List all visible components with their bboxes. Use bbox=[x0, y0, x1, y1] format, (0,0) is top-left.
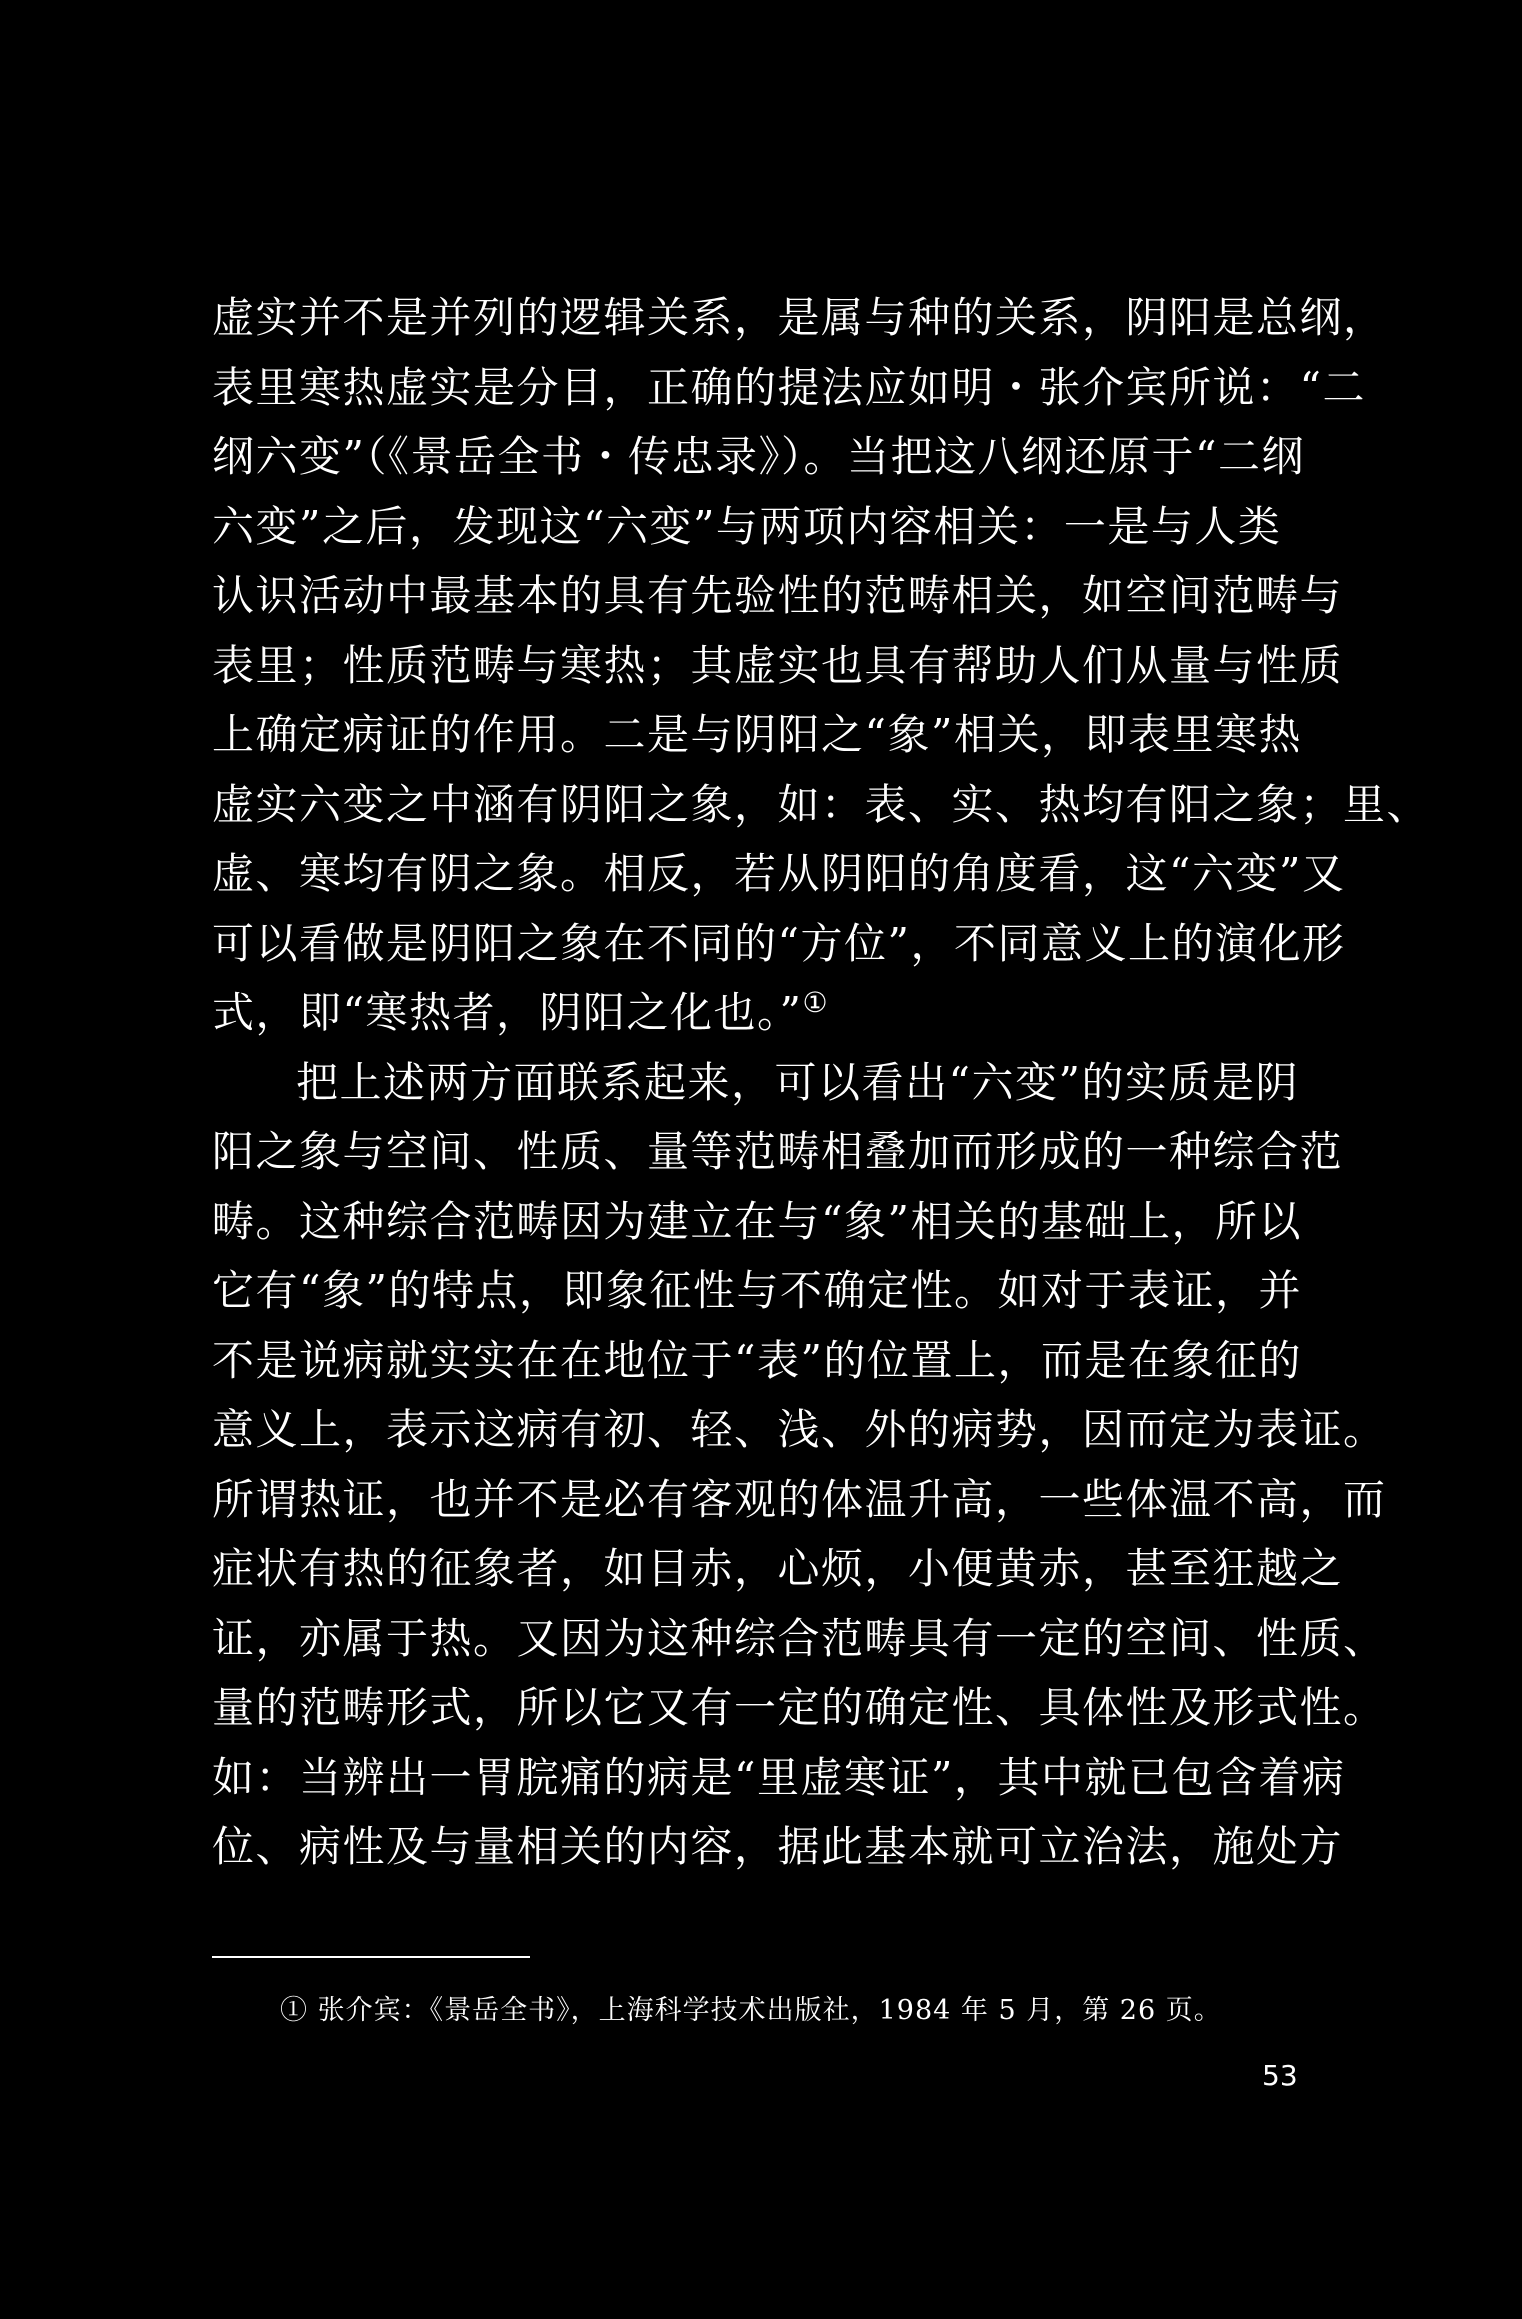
text-line: 虚、寒均有阴之象。相反，若从阴阳的角度看，这“六变”又 bbox=[212, 849, 1346, 898]
text-line: 表里；性质范畴与寒热；其虚实也具有帮助人们从量与性质 bbox=[212, 640, 1344, 690]
text-line: 上确定病证的作用。二是与阴阳之“象”相关，即表里寒热 bbox=[212, 710, 1302, 759]
text-line: 虚实并不是并列的逻辑关系，是属与种的关系，阴阳是总纲， bbox=[212, 293, 1387, 342]
text-line: 可以看做是阴阳之象在不同的“方位”，不同意义上的演化形 bbox=[212, 918, 1346, 968]
text-line: 量的范畴形式，所以它又有一定的确定性、具体性及形式性。 bbox=[212, 1683, 1387, 1732]
page-number: 53 bbox=[1262, 2059, 1298, 2092]
text-line: 阳之象与空间、性质、量等范畴相叠加而形成的一种综合范 bbox=[212, 1127, 1344, 1176]
text-line: 所谓热证，也并不是必有客观的体温升高，一些体温不高，而 bbox=[212, 1474, 1387, 1524]
footnote-divider bbox=[212, 1956, 530, 1958]
text-line: 位、病性及与量相关的内容，据此基本就可立治法，施处方 bbox=[212, 1822, 1344, 1871]
text-line: 虚实六变之中涵有阴阳之象，如：表、实、热均有阳之象；里、 bbox=[212, 779, 1431, 829]
text-line: 认识活动中最基本的具有先验性的范畴相关，如空间范畴与 bbox=[212, 571, 1344, 620]
footnote-reference[interactable]: ① bbox=[802, 986, 830, 1019]
text-line: 纲六变”（《景岳全书・传忠录》）。当把这八纲还原于“二纲 bbox=[212, 432, 1305, 481]
text-line-indented: 把上述两方面联系起来，可以看出“六变”的实质是阴 bbox=[296, 1057, 1299, 1107]
text-line: 畴。这种综合范畴因为建立在与“象”相关的基础上，所以 bbox=[212, 1196, 1302, 1246]
text-line: 意义上，表示这病有初、轻、浅、外的病势，因而定为表证。 bbox=[212, 1405, 1387, 1454]
text-line: 表里寒热虚实是分目，正确的提法应如明・张介宾所说：“二 bbox=[212, 362, 1366, 412]
text-line: 如：当辨出一胃脘痛的病是“里虚寒证”，其中就已包含着病 bbox=[212, 1752, 1346, 1802]
text-line: 症状有热的征象者，如目赤，心烦，小便黄赤，甚至狂越之 bbox=[212, 1544, 1344, 1593]
text-line: 它有“象”的特点，即象征性与不确定性。如对于表证，并 bbox=[212, 1266, 1302, 1315]
text-line-content: 式，即“寒热者，阴阳之化也。” bbox=[212, 988, 803, 1037]
footnote: ① 张介宾：《景岳全书》，上海科学技术出版社，1984 年 5 月，第 26 页。 bbox=[280, 1995, 1222, 2026]
text-line: 不是说病就实实在在地位于“表”的位置上，而是在象征的 bbox=[212, 1335, 1302, 1385]
body-text bbox=[212, 283, 1431, 1882]
text-line-last bbox=[212, 978, 1342, 1048]
text-line: 六变”之后，发现这“六变”与两项内容相关：一是与人类 bbox=[212, 501, 1282, 551]
text-line: 证，亦属于热。又因为这种综合范畴具有一定的空间、性质、 bbox=[212, 1613, 1387, 1663]
